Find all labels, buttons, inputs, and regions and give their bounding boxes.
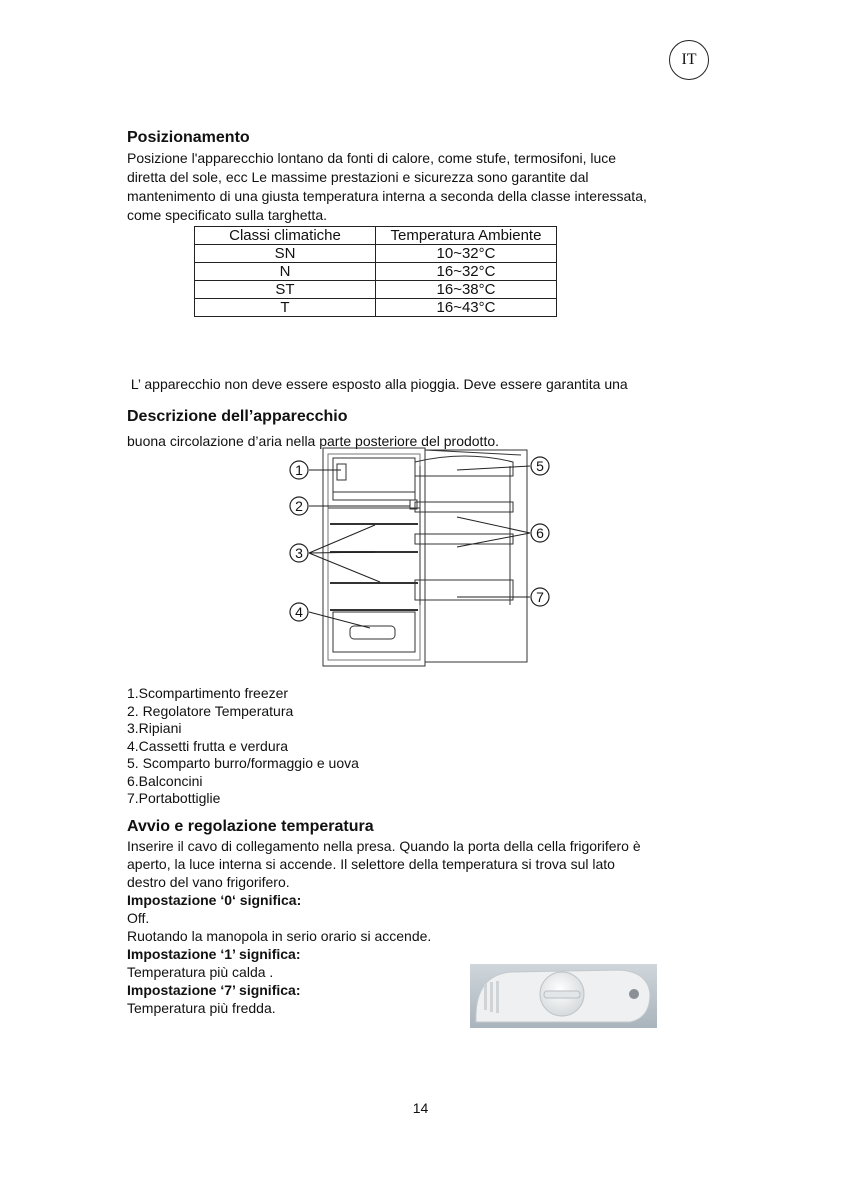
door-edge: [425, 450, 521, 455]
setting-1-title: Impostazione ‘1’ significa:: [127, 946, 301, 962]
startup-title: Avvio e regolazione temperatura: [127, 818, 374, 835]
table-cell: ST: [195, 281, 376, 299]
text-line: buona circolazione d’aria nella parte posteriore del prodotto.: [127, 433, 500, 449]
cabinet-inner: [328, 454, 420, 660]
door-outline: [425, 450, 527, 662]
callout-number: 7: [536, 589, 544, 605]
callout-line: [309, 553, 380, 582]
callout-line: [309, 525, 375, 553]
text-line: come specificato sulla targhetta.: [127, 207, 327, 223]
text-line: destro del vano frigorifero.: [127, 874, 290, 890]
list-item: 3.Ripiani: [127, 720, 182, 736]
list-item: 1.Scompartimento freezer: [127, 685, 289, 701]
setting-1-text: Temperatura più calda .: [127, 964, 274, 980]
callout-number: 5: [536, 458, 544, 474]
component-legend: [127, 685, 359, 808]
table-row: [195, 263, 557, 281]
callout-number: 3: [295, 545, 303, 561]
list-item: 4.Cassetti frutta e verdura: [127, 737, 289, 754]
callout-line: [457, 466, 530, 470]
list-item: 2. Regolatore Temperatura: [127, 702, 294, 719]
table-row: [195, 281, 557, 299]
text-line: mantenimento di una giusta temperatura interna a seconda della classe interessata,: [127, 188, 647, 204]
table-cell: T: [195, 299, 376, 317]
callout-line: [457, 517, 530, 533]
table-cell: 10~32°C: [376, 245, 557, 263]
list-item: 5. Scomparto burro/formaggio e uova: [127, 755, 359, 771]
callout-line: [457, 533, 530, 547]
positioning-title: Posizionamento: [127, 129, 250, 146]
table-cell: 16~43°C: [376, 299, 557, 317]
text-line: Posizione l'apparecchio lontano da fonti di calore, come stufe, termosifoni, luce: [127, 150, 617, 166]
table-header: Temperatura Ambiente: [376, 227, 557, 245]
positioning-paragraph: [127, 149, 647, 225]
text-line: L’ apparecchio non deve essere esposto alla pioggia. Deve essere garantita una: [127, 376, 628, 392]
list-item: 7.Portabottiglie: [127, 790, 221, 806]
table-cell: 16~38°C: [376, 281, 557, 299]
vent-slot: [496, 981, 499, 1013]
setting-0-text: Off.: [127, 910, 150, 926]
setting-0-title: Impostazione ‘0‘ significa:: [127, 892, 302, 908]
page-number: 14: [412, 1100, 429, 1116]
callout-number: 2: [295, 498, 303, 514]
setting-7-title: Impostazione ‘7’ significa:: [127, 982, 301, 998]
door-balcony: [415, 502, 513, 512]
table-header-row: [195, 227, 557, 245]
climate-class-table: [194, 226, 557, 317]
cabinet-outline: [323, 448, 425, 666]
table-row: [195, 299, 557, 317]
table-cell: 16~32°C: [376, 263, 557, 281]
language-badge: IT: [669, 40, 709, 80]
crisper-drawer: [333, 612, 415, 652]
knob-grip: [544, 991, 580, 998]
description-title: Descrizione dell’apparecchio: [127, 408, 348, 425]
text-line: diretta del sole, ecc Le massime prestazioni e sicurezza sono garantite dal: [127, 169, 589, 185]
callout-number: 1: [295, 462, 303, 478]
callout-line: [309, 612, 370, 628]
thermostat-photo: [470, 964, 657, 1028]
text-line: Inserire il cavo di collegamento nella presa. Quando la porta della cella frigorifero è: [127, 838, 641, 854]
table-cell: SN: [195, 245, 376, 263]
lamp-socket: [629, 989, 639, 999]
rotate-text: Ruotando la manopola in serio orario si accende.: [127, 928, 432, 944]
setting-7-text: Temperatura più fredda.: [127, 1000, 276, 1016]
table-row: [195, 245, 557, 263]
list-item: 6.Balconcini: [127, 772, 203, 789]
dairy-compartment: [415, 456, 513, 476]
text-line: aperto, la luce interna si accende. Il selettore della temperatura si trova sul lato: [127, 856, 615, 872]
callout-number: 6: [536, 525, 544, 541]
crisper-handle: [350, 626, 395, 639]
vent-slot: [490, 982, 493, 1012]
vent-slot: [484, 984, 487, 1010]
table-header: Classi climatiche: [195, 227, 376, 245]
table-cell: N: [195, 263, 376, 281]
fridge-diagram: [285, 440, 565, 670]
callout-number: 4: [295, 604, 303, 620]
freezer-light: [337, 464, 346, 480]
